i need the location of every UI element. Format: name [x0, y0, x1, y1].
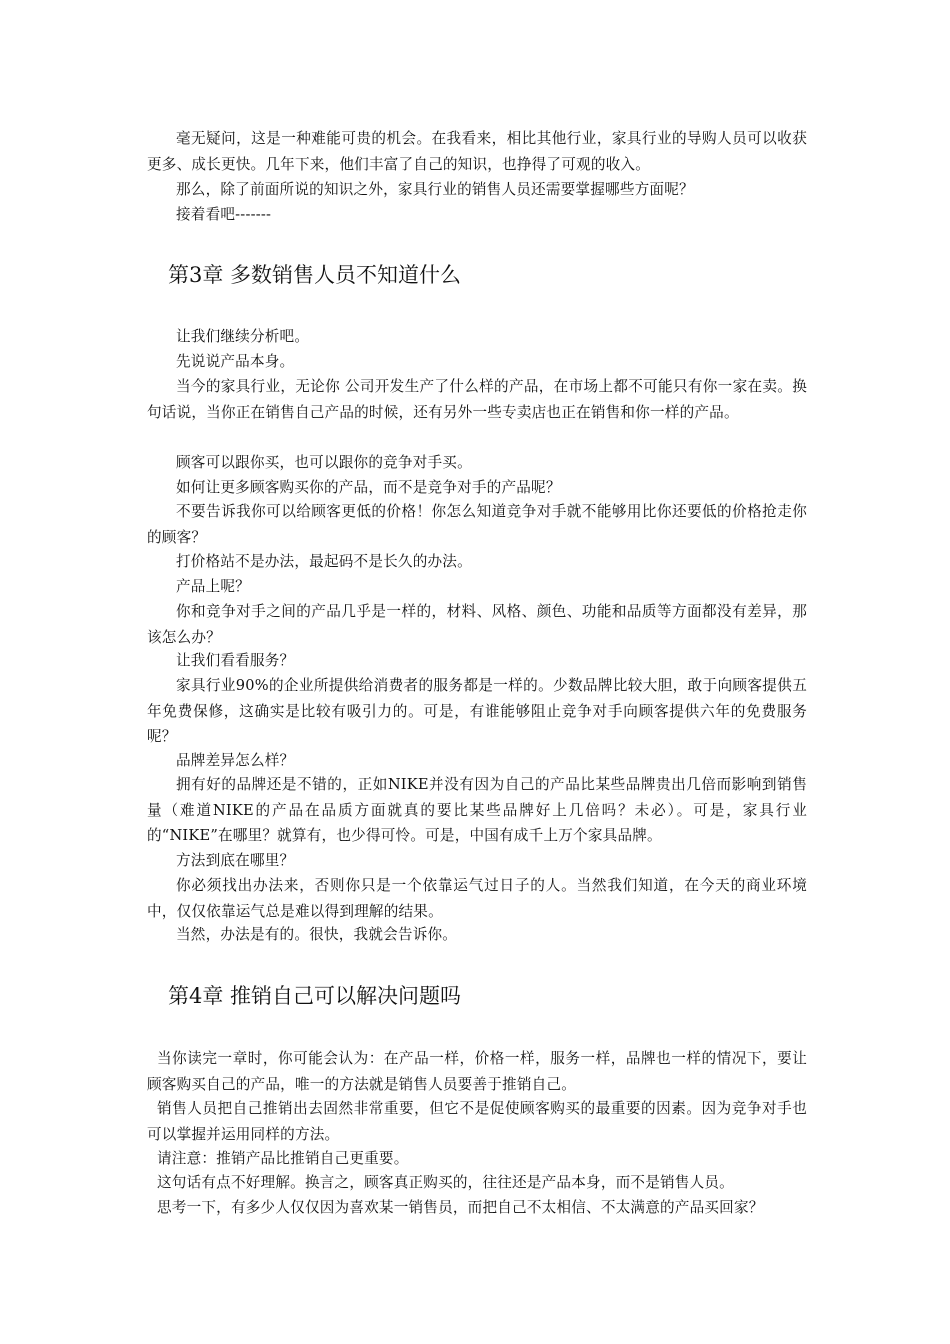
paragraph: 请注意：推销产品比推销自己更重要。 — [157, 1150, 409, 1167]
paragraph: 销售人员把自己推销出去固然非常重要，但它不是促使顾客购买的最重要的因素。因为竞争对手也可以掌握并运用同样的方法。 — [147, 1100, 807, 1143]
paragraph: 那么，除了前面所说的知识之外，家具行业的销售人员还需要掌握哪些方面呢？ — [176, 181, 694, 198]
paragraph: 你必须找出办法来，否则你只是一个依靠运气过日子的人。当然我们知道，在今天的商业环境中，仅仅依靠运气总是难以得到理解的结果。 — [147, 877, 807, 920]
paragraph: 当然，办法是有的。很快，我就会告诉你。 — [176, 926, 458, 943]
chapter-heading: 第3章 多数销售人员不知道什么 — [168, 263, 462, 287]
paragraph: 这句话有点不好理解。换言之，顾客真正购买的，往往还是产品本身，而不是销售人员。 — [157, 1174, 734, 1191]
paragraph: 毫无疑问，这是一种难能可贵的机会。在我看来，相比其他行业，家具行业的导购人员可以收获更多、成长更快。几年下来，他们丰富了自己的知识，也挣得了可观的收入。 — [147, 130, 807, 173]
paragraph: 你和竞争对手之间的产品几乎是一样的，材料、风格、颜色、功能和品质等方面都没有差异，那该怎么办？ — [147, 603, 807, 646]
chapter-heading: 第4章 推销自己可以解决问题吗 — [168, 984, 462, 1008]
paragraph: 打价格站不是办法，最起码不是长久的办法。 — [176, 553, 472, 570]
paragraph: 让我们继续分析吧。 — [176, 328, 310, 345]
paragraph: 如何让更多顾客购买你的产品，而不是竞争对手的产品呢？ — [176, 479, 561, 496]
paragraph: 当你读完一章时，你可能会认为：在产品一样，价格一样，服务一样，品牌也一样的情况下，要让顾客购买自己的产品，唯一的方法就是销售人员要善于推销自己。 — [147, 1050, 807, 1093]
paragraph: 思考一下，有多少人仅仅因为喜欢某一销售员，而把自己不太相信、不太满意的产品买回家？ — [157, 1199, 764, 1216]
paragraph: 接着看吧------- — [176, 206, 272, 223]
paragraph: 不要告诉我你可以给顾客更低的价格！你怎么知道竞争对手就不能够用比你还要低的价格抢走你的顾客？ — [147, 503, 807, 546]
paragraph: 方法到底在哪里？ — [176, 852, 295, 869]
paragraph: 品牌差异怎么样？ — [176, 752, 295, 769]
paragraph: 产品上呢？ — [176, 578, 250, 595]
paragraph: 先说说产品本身。 — [176, 353, 295, 370]
paragraph: 让我们看看服务？ — [176, 652, 295, 669]
paragraph: 当今的家具行业，无论你 公司开发生产了什么样的产品，在市场上都不可能只有你一家在卖。换句话说，当你正在销售自己产品的时候，还有另外一些专卖店也正在销售和你一样的产品。 — [147, 378, 807, 421]
paragraph: 家具行业90%的企业所提供给消费者的服务都是一样的。少数品牌比较大胆，敢于向顾客提供五年免费保修，这确实是比较有吸引力的。可是，有谁能够阻止竞争对手向顾客提供六年的免费服务呢？ — [147, 677, 807, 745]
paragraph: 拥有好的品牌还是不错的，正如NIKE并没有因为自己的产品比某些品牌贵出几倍而影响到销售量（难道NIKE的产品在品质方面就真的要比某些品牌好上几倍吗？未必）。可是，家具行业的“NIKE”在哪里？就算有，也少得可怜。可是，中国有成千上万个家具品牌。 — [147, 776, 807, 844]
paragraph: 顾客可以跟你买，也可以跟你的竞争对手买。 — [176, 454, 472, 471]
